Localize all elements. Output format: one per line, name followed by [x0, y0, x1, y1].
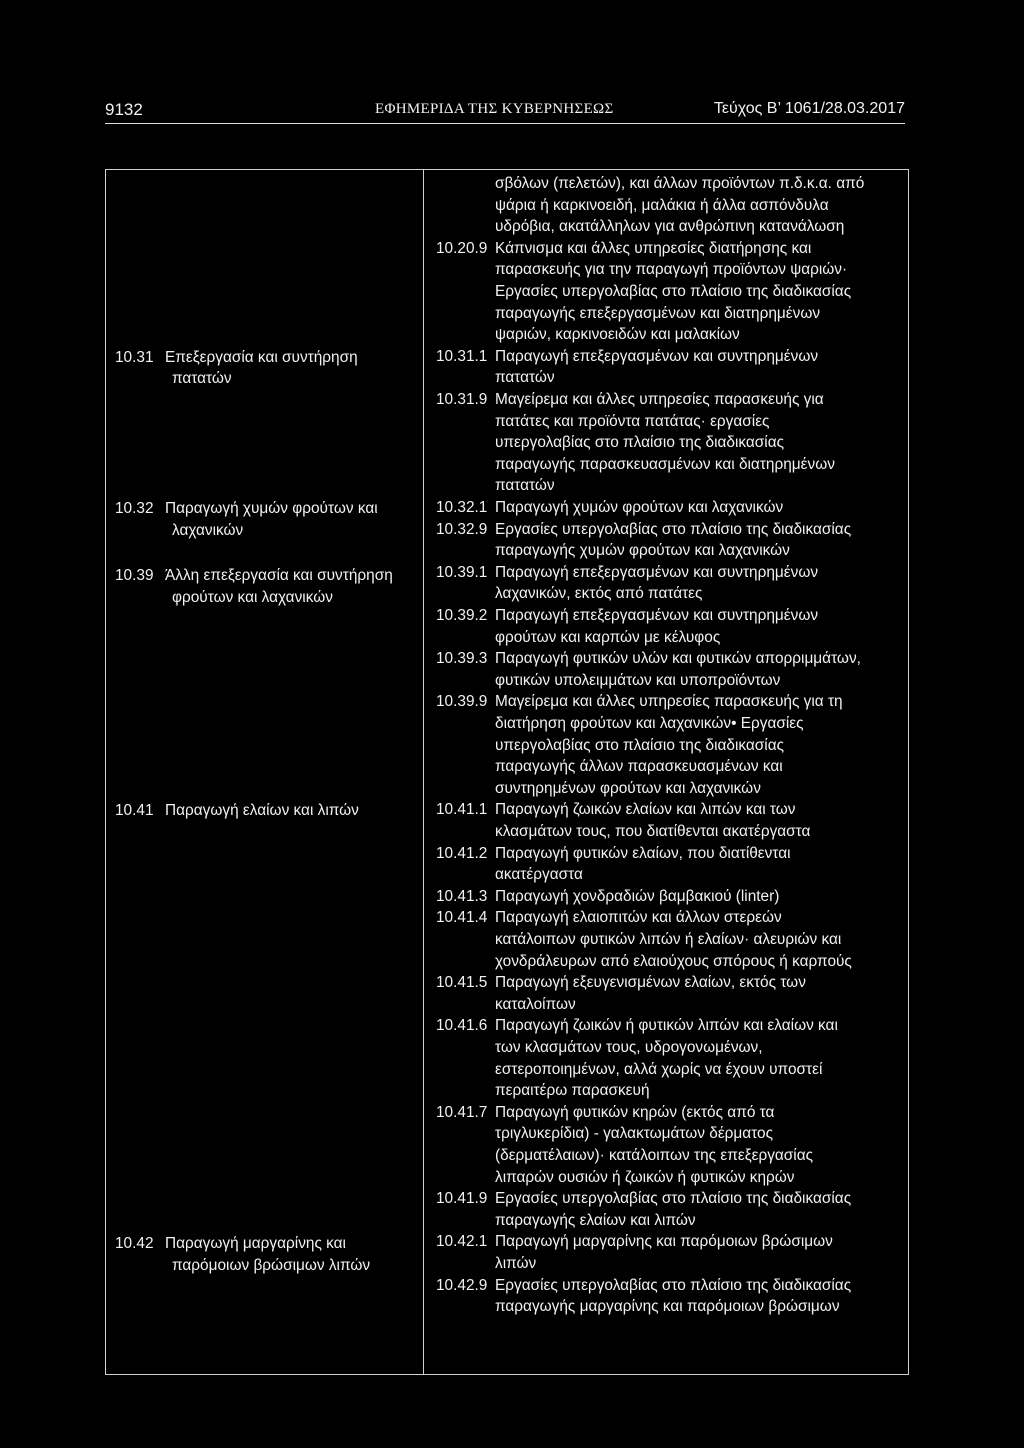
right-entry-code: 10.41.2: [436, 844, 488, 862]
left-entry-code: 10.32: [115, 500, 154, 517]
right-entry-code: 10.20.9: [436, 239, 488, 257]
right-entry-text: σβόλων (πελετών), και άλλων προϊόντων π.δ.κ.α. από: [495, 175, 865, 192]
right-entry-code: 10.41.7: [436, 1103, 488, 1121]
journal-title: ΕΦΗΜΕΡΙΔΑ ΤΗΣ ΚΥΒΕΡΝΗΣΕΩΣ: [375, 101, 614, 117]
right-entry-text: παρασκευής για την παραγωγή προϊόντων ψαριών·: [495, 261, 848, 279]
right-entry-text: Παραγωγή μαργαρίνης και παρόμοιων βρώσιμων: [495, 1233, 833, 1251]
right-entry-text: Εργασίες υπεργολαβίας στο πλαίσιο της διαδικασίας: [495, 1276, 852, 1294]
right-entry-text: υπεργολαβίας στο πλαίσιο της διαδικασίας: [495, 434, 785, 452]
header-rule: [105, 123, 905, 124]
right-entry-text: λιπών: [495, 1255, 537, 1272]
right-entry-text: Παραγωγή ζωικών ή φυτικών λιπών και ελαίων και: [495, 1017, 838, 1035]
left-entry-text: Άλλη επεξεργασία και συντήρηση: [165, 567, 393, 584]
right-entry-text: Κάπνισμα και άλλες υπηρεσίες διατήρησης και: [495, 239, 812, 257]
right-entry-text: παραγωγής επεξεργασμένων και διατηρημένων: [495, 304, 821, 322]
right-entry-text: Παραγωγή φυτικών κηρών (εκτός από τα: [495, 1103, 775, 1121]
left-entry-text: Παραγωγή χυμών φρούτων και: [165, 500, 378, 517]
right-entry-code: 10.41.9: [436, 1190, 488, 1208]
right-entry-text: φρούτων και καρπών με κέλυφος: [495, 628, 721, 646]
right-entry-text: φυτικών υπολειμμάτων και υποπροϊόντων: [495, 671, 781, 689]
right-entry-code: 10.41.1: [436, 801, 488, 819]
right-entry-text: κατάλοιπων φυτικών λιπών ή ελαίων· αλευριών και: [495, 931, 842, 948]
right-entry-text: πατατών: [495, 369, 555, 387]
right-entry-text: Εργασίες υπεργολαβίας στο πλαίσιο της διαδικασίας: [495, 283, 852, 300]
right-entry-text: ψαριών, καρκινοειδών και μαλακίων: [495, 326, 740, 344]
left-entry-text: λαχανικών: [172, 521, 244, 539]
right-entry-text: Παραγωγή επεξεργασμένων και συντηρημένων: [495, 563, 819, 581]
right-entry-code: 10.31.9: [436, 391, 488, 408]
page-number: 9132: [105, 100, 143, 119]
right-entry-code: 10.42.1: [436, 1233, 488, 1251]
left-entry-text: Παραγωγή μαργαρίνης και: [165, 1235, 346, 1252]
right-entry-text: καταλοίπων: [495, 995, 576, 1013]
right-entry-text: Παραγωγή επεξεργασμένων και συντηρημένων: [495, 607, 819, 624]
left-entry-text: Παραγωγή ελαίων και λιπών: [165, 802, 359, 819]
right-entry-text: Μαγείρεμα και άλλες υπηρεσίες παρασκευής για τη: [495, 693, 843, 711]
left-entry-text: φρούτων και λαχανικών: [172, 588, 333, 606]
right-entry-text: Παραγωγή επεξεργασμένων και συντηρημένων: [495, 347, 819, 365]
right-entry-text: ψάρια ή καρκινοειδή, μαλάκια ή άλλα ασπόνδυλα: [495, 196, 829, 214]
left-entry-code: 10.42: [115, 1235, 154, 1252]
right-entry-text: λαχανικών, εκτός από πατάτες: [495, 585, 703, 603]
right-entry-text: Παραγωγή χυμών φρούτων και λαχανικών: [495, 499, 784, 516]
right-entry-text: παραγωγής παρασκευασμένων και διατηρημένων: [495, 455, 835, 473]
right-entry-text: κλασμάτων τους, που διατίθενται ακατέργαστα: [495, 823, 811, 840]
right-entry-code: 10.32.1: [436, 499, 488, 516]
right-entry-code: 10.32.9: [436, 520, 488, 538]
right-entry-text: Παραγωγή χονδραδιών βαμβακιού (linter): [495, 887, 780, 905]
right-entry-text: παραγωγής μαργαρίνης και παρόμοιων βρώσιμων: [495, 1298, 840, 1316]
right-entry-text: Παραγωγή φυτικών ελαίων, που διατίθενται: [495, 844, 791, 862]
left-entry-text: παρόμοιων βρώσιμων λιπών: [172, 1256, 371, 1274]
right-entry-code: 10.39.9: [436, 693, 488, 711]
column-divider: [423, 169, 424, 1375]
right-entry-text: ακατέργαστα: [495, 866, 583, 884]
left-entry-text: Επεξεργασία και συντήρηση: [165, 348, 358, 366]
left-entry-code: 10.41: [115, 802, 154, 819]
right-entry-text: (δερματέλαιων)· κατάλοιπων της επεξεργασίας: [495, 1147, 814, 1164]
right-entry-code: 10.41.4: [436, 909, 488, 927]
right-entry-text: πατατών: [495, 477, 555, 495]
right-entry-text: υδρόβια, ακατάλληλων για ανθρώπινη κατανάλωση: [495, 218, 845, 236]
right-entry-text: παραγωγής ελαίων και λιπών: [495, 1211, 696, 1229]
right-entry-code: 10.31.1: [436, 347, 488, 365]
right-entry-text: λιπαρών ουσιών ή ζωικών ή φυτικών κηρών: [495, 1168, 795, 1186]
right-entry-text: υπεργολαβίας στο πλαίσιο της διαδικασίας: [495, 736, 785, 754]
left-entry-code: 10.39: [115, 567, 154, 584]
right-entry-code: 10.42.9: [436, 1276, 488, 1294]
right-entry-text: τριγλυκερίδια) - γαλακτωμάτων δέρματος: [495, 1125, 774, 1143]
right-entry-code: 10.39.1: [436, 563, 488, 581]
right-entry-text: συντηρημένων φρούτων και λαχανικών: [495, 779, 761, 797]
page-header: [105, 100, 905, 122]
right-entry-text: Μαγείρεμα και άλλες υπηρεσίες παρασκευής για: [495, 391, 824, 408]
right-entry-text: Παραγωγή ζωικών ελαίων και λιπών και των: [495, 801, 796, 819]
right-entry-code: 10.41.6: [436, 1017, 488, 1035]
right-entry-text: περαιτέρω παρασκευή: [495, 1082, 650, 1100]
right-entry-text: Εργασίες υπεργολαβίας στο πλαίσιο της διαδικασίας: [495, 1190, 852, 1208]
right-entry-text: χονδράλευρων από ελαιούχους σπόρους ή καρπούς: [495, 952, 852, 970]
right-entry-text: των κλασμάτων τους, υδρογονωμένων,: [495, 1039, 763, 1056]
right-entry-text: Εργασίες υπεργολαβίας στο πλαίσιο της διαδικασίας: [495, 520, 852, 538]
right-entry-text: διατήρηση φρούτων και λαχανικών• Εργασίες: [495, 715, 804, 732]
left-entry-text: πατατών: [172, 370, 232, 388]
right-entry-code: 10.39.2: [436, 607, 488, 624]
right-entry-text: Παραγωγή φυτικών υλών και φυτικών απορριμμάτων,: [495, 650, 861, 668]
right-entry-code: 10.41.5: [436, 974, 488, 992]
right-entry-text: Παραγωγή εξευγενισμένων ελαίων, εκτός των: [495, 974, 806, 992]
right-entry-text: εστεροποιημένων, αλλά χωρίς να έχουν υποστεί: [495, 1060, 823, 1078]
right-entry-text: Παραγωγή ελαιοπιτών και άλλων στερεών: [495, 909, 782, 927]
right-entry-text: παραγωγής άλλων παρασκευασμένων και: [495, 758, 783, 776]
right-entry-text: πατάτες και προϊόντα πατάτας· εργασίες: [495, 412, 770, 430]
left-entry-code: 10.31: [115, 348, 154, 366]
right-entry-code: 10.39.3: [436, 650, 488, 668]
right-entry-text: παραγωγής χυμών φρούτων και λαχανικών: [495, 542, 790, 560]
issue-info: Τεύχος Β’ 1061/28.03.2017: [713, 100, 905, 117]
right-entry-code: 10.41.3: [436, 887, 488, 905]
